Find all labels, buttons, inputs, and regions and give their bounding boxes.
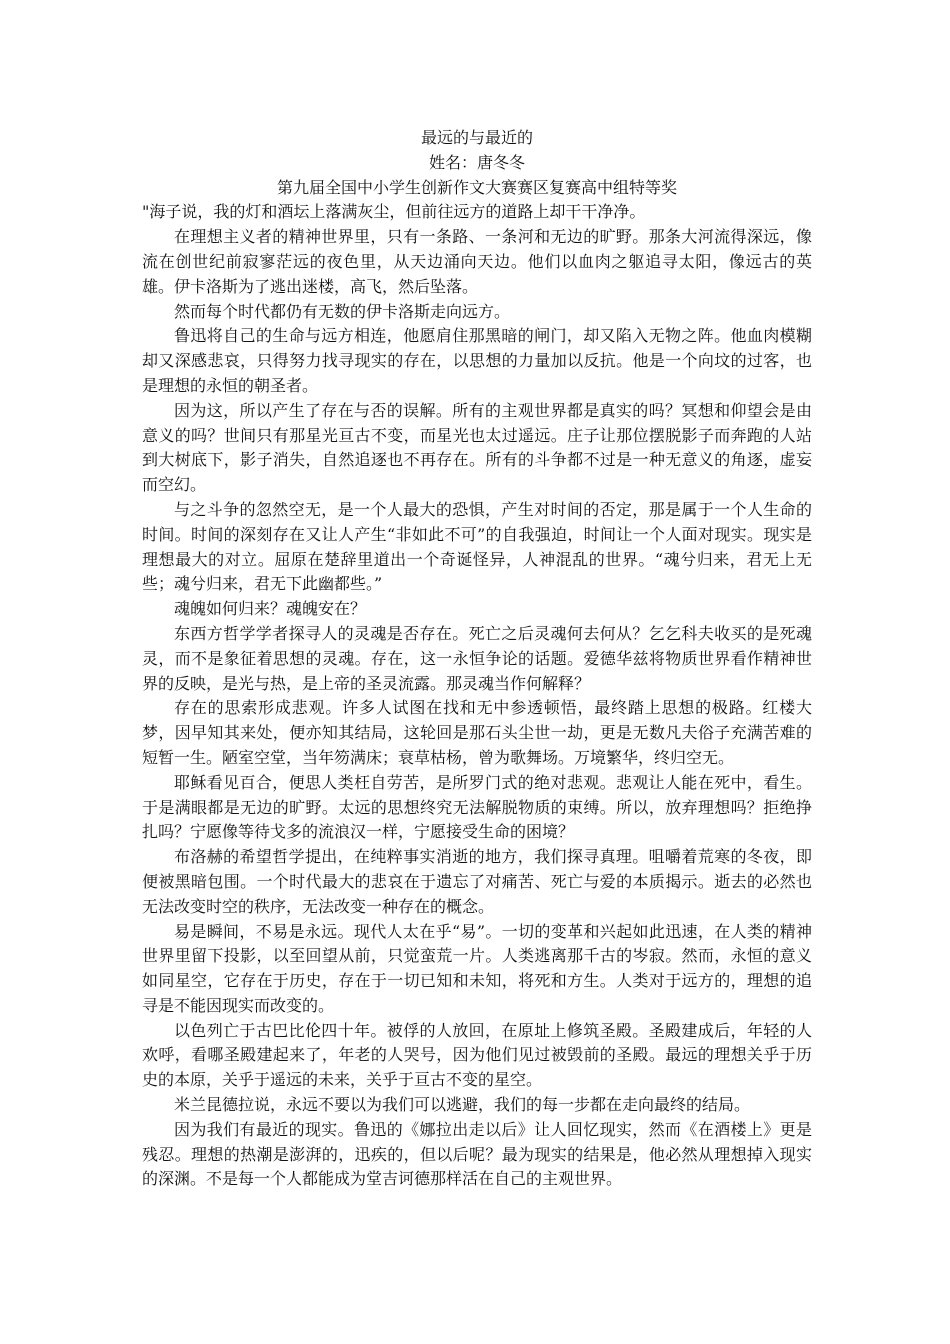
author-line: 姓名：唐冬冬	[428, 152, 525, 172]
paragraph-2: 在理想主义者的精神世界里，只有一条路、一条河和无边的旷野。那条大河流得深远，像流在创世纪前寂寥茫远的夜色里，从天边涌向天边。他们以血肉之躯追寻太阳，像远古的英雄。伊卡洛斯为了逃出迷楼，高飞，然后坠落。	[142, 227, 812, 296]
award-line: 第九届全国中小学生创新作文大赛赛区复赛高中组特等奖	[276, 177, 677, 197]
paragraph-5: 因为这，所以产生了存在与否的误解。所有的主观世界都是真实的吗？冥想和仰望会是由意义的吗？世间只有那星光亘古不变，而星光也太过遥远。庄子让那位摆脱影子而奔跑的人站到大树底下，影子消失，自然追逐也不再存在。所有的斗争都不过是一种无意义的角逐，虚妄而空幻。	[142, 400, 812, 495]
paragraph-7: 魂魄如何归来？魂魄安在？	[174, 599, 367, 619]
paragraph-10: 耶稣看见百合，便思人类枉自劳苦，是所罗门式的绝对悲观。悲观让人能在死中，看生。于是满眼都是无边的旷野。太远的思想终究无法解脱物质的束缚。所以，放弃理想吗？拒绝挣扎吗？宁愿像等待戈多的流浪汉一样，宁愿接受生命的困境？	[142, 772, 812, 842]
paragraph-3: 然而每个时代都仍有无数的伊卡洛斯走向远方。	[174, 301, 511, 321]
paragraph-6: 与之斗争的忽然空无，是一个人最大的恐惧，产生对时间的否定，那是属于一个人生命的时间。时间的深刻存在又让人产生“非如此不可”的自我强迫，时间让一个人面对现实。现实是理想最大的对立。屈原在楚辞里道出一个奇诞怪异，人神混乱的世界。“魂兮归来，君无上无些；魂兮归来，君无下此幽都些。”	[142, 499, 812, 594]
paragraph-9: 存在的思索形成悲观。许多人试图在找和无中参透顿悟，最终踏上思想的极路。红楼大梦，因早知其来处，便亦知其结局，这轮回是那石头尘世一劫，更是无数凡夫俗子充满苦难的短暂一生。陋室空堂，当年笏满床；衰草枯杨，曾为歌舞场。万境繁华，终归空无。	[142, 698, 812, 767]
document-body	[142, 126, 812, 1192]
paragraph-12: 易是瞬间，不易是永远。现代人太在乎“易”。一切的变革和兴起如此迅速，在人类的精神世界里留下投影，以至回望从前，只觉蛮荒一片。人类逃离那千古的岑寂。然而，永恒的意义如同星空，它存在于历史，存在于一切已知和未知，将死和方生。人类对于远方的，理想的追寻是不能因现实而改变的。	[142, 921, 812, 1015]
paragraph-8: 东西方哲学学者探寻人的灵魂是否存在。死亡之后灵魂何去何从？乞乞科夫收买的是死魂灵，而不是象征着思想的灵魂。存在，这一永恒争论的话题。爱德华兹将物质世界看作精神世界的反映，是光与热，是上帝的圣灵流露。那灵魂当作何解释？	[142, 623, 812, 693]
paragraph-14: 米兰昆德拉说，永远不要以为我们可以逃避，我们的每一步都在走向最终的结局。	[174, 1095, 751, 1115]
paragraph-1: "海子说，我的灯和酒坛上落满灰尘，但前往远方的道路上却干干净净。	[142, 202, 646, 222]
document-title: 最远的与最近的	[420, 128, 533, 147]
paragraph-15: 因为我们有最近的现实。鲁迅的《娜拉出走以后》让人回忆现实，然而《在酒楼上》更是残忍。理想的热潮是澎湃的，迅疾的，但以后呢？最为现实的结果是，他必然从理想掉入现实的深渊。不是每一个人都能成为堂吉诃德那样活在自己的主观世界。	[142, 1119, 812, 1189]
paragraph-13: 以色列亡于古巴比伦四十年。被俘的人放回，在原址上修筑圣殿。圣殿建成后，年轻的人欢呼，看哪圣殿建起来了，年老的人哭号，因为他们见过被毁前的圣殿。最远的理想关乎于历史的本原，关乎于遥远的未来，关乎于亘古不变的星空。	[142, 1020, 812, 1090]
paragraph-4: 鲁迅将自己的生命与远方相连，他愿肩住那黑暗的闸门，却又陷入无物之阵。他血肉模糊却又深感悲哀，只得努力找寻现实的存在，以思想的力量加以反抗。他是一个向坟的过客，也是理想的永恒的朝圣者。	[142, 326, 812, 395]
paragraph-11: 布洛赫的希望哲学提出，在纯粹事实消逝的地方，我们探寻真理。咀嚼着荒寒的冬夜，即便被黑暗包围。一个时代最大的悲哀在于遗忘了对痛苦、死亡与爱的本质揭示。逝去的必然也无法改变时空的秩序，无法改变一种存在的概念。	[142, 847, 812, 916]
